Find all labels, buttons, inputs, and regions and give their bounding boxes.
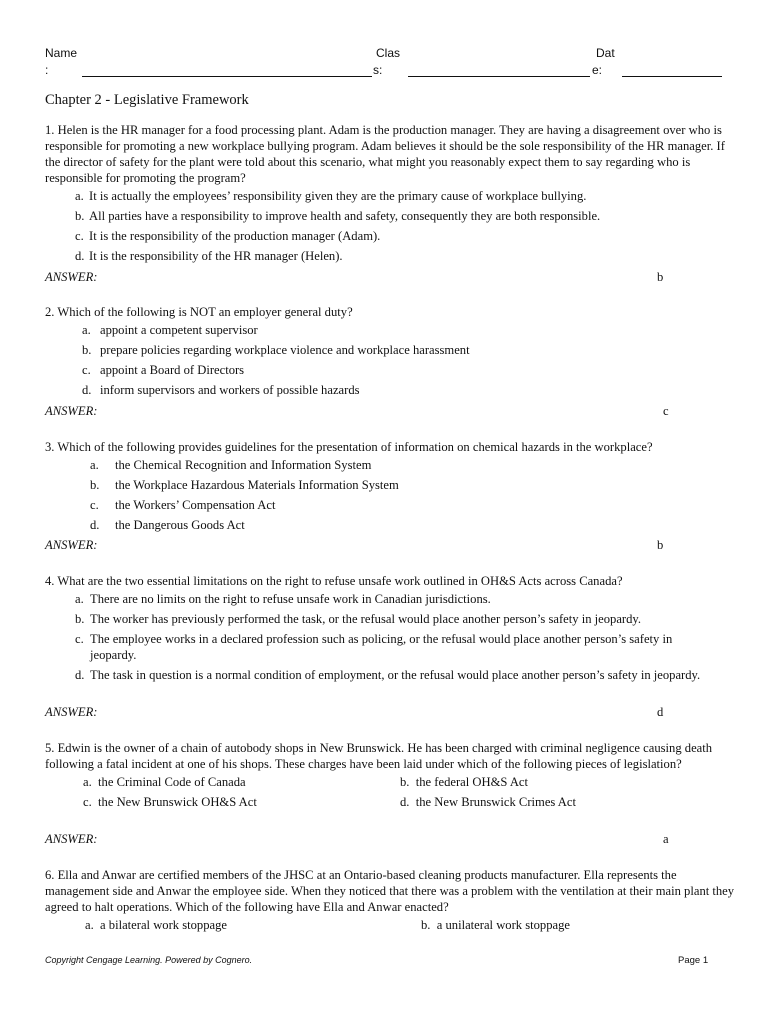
option-c: c. The employee works in a declared profession such as policing, or the refusal would place another person’s safety in jeopardy. xyxy=(75,632,673,662)
option-d: d. It is the responsibility of the HR manager (Helen). xyxy=(75,249,343,263)
name-label: Name xyxy=(45,46,78,60)
name-field-line[interactable] xyxy=(82,76,372,77)
answer-value: b xyxy=(657,270,664,284)
footer-copyright: Copyright Cengage Learning. Powered by Cognero. xyxy=(45,955,253,965)
question-6 xyxy=(45,867,735,937)
answer-row-3 xyxy=(45,538,735,554)
option-a: a. a bilateral work stoppage xyxy=(85,918,227,932)
question-text: 4. What are the two essential limitations on the right to refuse unsafe work outlined in OH&S Acts across Canada? xyxy=(45,574,623,588)
option-d: d. the New Brunswick Crimes Act xyxy=(400,795,576,809)
class-label-suffix: s: xyxy=(373,63,383,77)
question-text: 1. Helen is the HR manager for a food processing plant. Adam is the production manager. They are having a disagreement over who is responsible for promoting a new workplace bullying program. Adam believes it should be the sole responsibility of the HR manager. If the director of safety for the plant were told about this scenario, what might you reasonably expect them to say regarding who is responsible for promoting the program? xyxy=(45,123,725,185)
answer-row-5 xyxy=(45,832,735,848)
options-list xyxy=(45,457,735,533)
option-b: b. All parties have a responsibility to improve health and safety, consequently they are both responsible. xyxy=(75,209,601,223)
answer-label: ANSWER: xyxy=(45,705,98,719)
option-c: c. the Workers’ Compensation Act xyxy=(90,498,276,512)
class-label: Clas xyxy=(376,46,401,60)
footer-page-number: Page 1 xyxy=(678,955,709,966)
question-4 xyxy=(45,573,735,687)
answer-row-2 xyxy=(45,404,735,420)
answer-label: ANSWER: xyxy=(45,270,98,284)
question-text: 3. Which of the following provides guidelines for the presentation of information on chemical hazards in the workplace? xyxy=(45,440,653,454)
date-label-suffix: e: xyxy=(592,63,603,77)
options-list xyxy=(45,322,735,398)
date-field-line[interactable] xyxy=(622,76,722,77)
answer-row-4 xyxy=(45,705,735,721)
question-2 xyxy=(45,304,735,402)
class-field-line[interactable] xyxy=(408,76,590,77)
option-a: a. appoint a competent supervisor xyxy=(82,323,258,337)
answer-value: a xyxy=(663,832,669,846)
options-list xyxy=(45,188,735,264)
option-a: a. It is actually the employees’ responsibility given they are the primary cause of workplace bullying. xyxy=(75,189,587,203)
option-b: b. prepare policies regarding workplace violence and workplace harassment xyxy=(82,343,470,357)
option-a: a. There are no limits on the right to refuse unsafe work in Canadian jurisdictions. xyxy=(75,592,491,606)
option-a: a. the Criminal Code of Canada xyxy=(83,775,246,789)
option-c: c. appoint a Board of Directors xyxy=(82,363,245,377)
answer-value: d xyxy=(657,705,664,719)
question-3 xyxy=(45,439,735,537)
option-c: c. It is the responsibility of the production manager (Adam). xyxy=(75,229,381,243)
name-label-colon: : xyxy=(45,63,49,77)
option-b: b. a unilateral work stoppage xyxy=(421,918,570,932)
question-text: 6. Ella and Anwar are certified members of the JHSC at an Ontario-based cleaning products manufacturer. Ella represents the management side and Anwar the employee side. When they noticed that there was a problem with the ventilation at their main plant they agreed to halt operations. Which of the following have Ella and Anwar enacted? xyxy=(45,868,735,914)
answer-label: ANSWER: xyxy=(45,832,98,846)
options-grid xyxy=(45,917,735,937)
option-b: b. the federal OH&S Act xyxy=(400,775,529,789)
chapter-title: Chapter 2 - Legislative Framework xyxy=(45,92,249,108)
answer-value: b xyxy=(657,538,664,552)
answer-label: ANSWER: xyxy=(45,404,98,418)
option-d: d. The task in question is a normal condition of employment, or the refusal would place another person’s safety in jeopardy. xyxy=(75,668,701,682)
option-b: b. The worker has previously performed the task, or the refusal would place another person’s safety in jeopardy. xyxy=(75,612,642,626)
option-d: d. the Dangerous Goods Act xyxy=(90,518,245,532)
question-text: 2. Which of the following is NOT an employer general duty? xyxy=(45,305,353,319)
options-grid xyxy=(45,774,735,814)
options-list xyxy=(45,591,707,683)
question-text: 5. Edwin is the owner of a chain of autobody shops in New Brunswick. He has been charged with criminal negligence causing death following a fatal incident at one of his shops. These charges have been laid under which of the following pieces of legislation? xyxy=(45,741,713,771)
option-d: d. inform supervisors and workers of possible hazards xyxy=(82,383,360,397)
answer-row-1 xyxy=(45,270,735,286)
answer-value: c xyxy=(663,404,669,418)
date-label: Dat xyxy=(596,46,615,60)
option-a: a. the Chemical Recognition and Information System xyxy=(90,458,372,472)
option-b: b. the Workplace Hazardous Materials Information System xyxy=(90,478,399,492)
question-1 xyxy=(45,122,735,268)
question-5 xyxy=(45,740,735,814)
answer-label: ANSWER: xyxy=(45,538,98,552)
option-c: c. the New Brunswick OH&S Act xyxy=(83,795,257,809)
